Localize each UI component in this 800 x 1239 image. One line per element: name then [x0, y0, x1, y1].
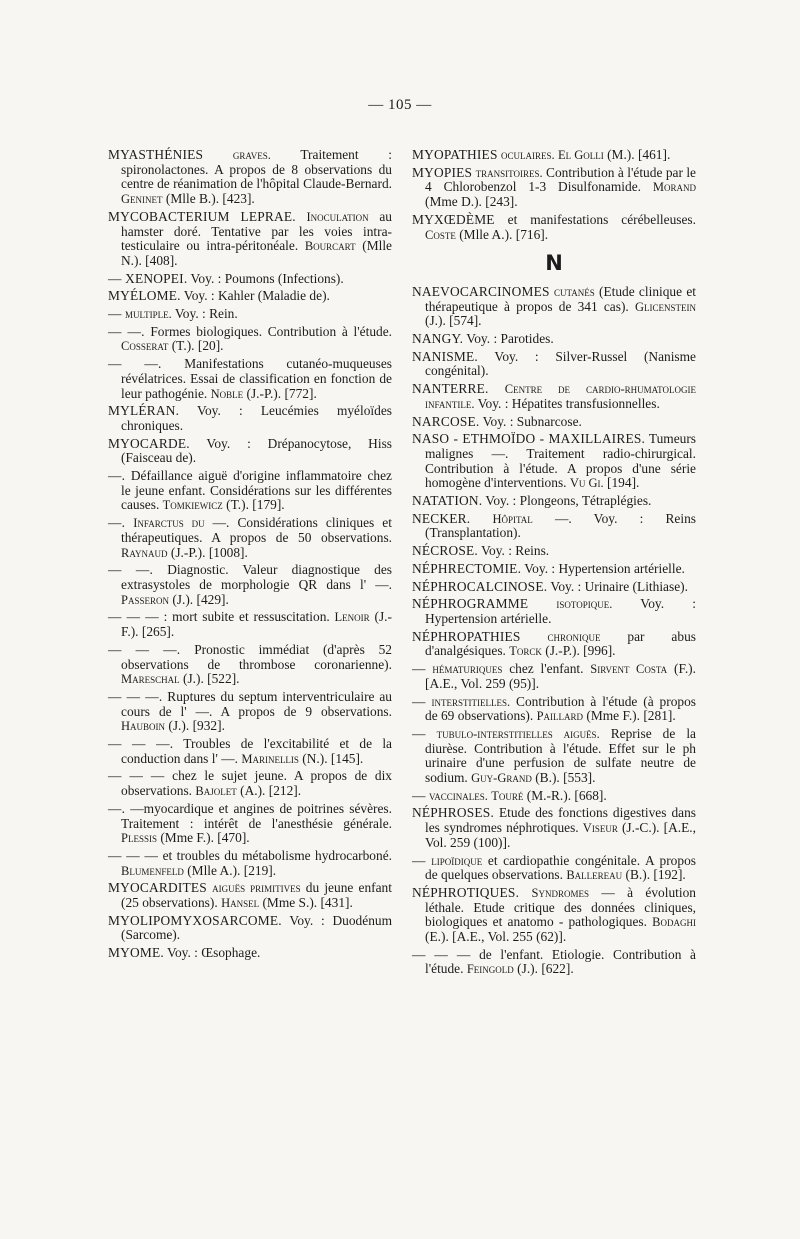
entry-reference: (M.). [461]. — [607, 147, 671, 162]
entry-qualifier: hématuriques — [432, 662, 503, 677]
index-entry — [412, 727, 696, 786]
index-entry — [412, 580, 696, 595]
index-entry — [412, 806, 696, 850]
entry-author: Mareschal — [121, 672, 180, 687]
entry-heading: — — [412, 661, 426, 677]
entry-text: Défaillance aiguë d'origine inflammatoire chez le jeune enfant. Considérations sur les différentes causes. — [121, 468, 392, 513]
entry-text: —. Considérations cliniques et thérapeutiques. A propos de 50 observations. — [121, 515, 392, 545]
index-entry — [108, 690, 392, 734]
entry-reference: (Mlle N.). [408]. — [121, 238, 392, 268]
index-entry — [412, 432, 696, 491]
entry-heading: MYOCARDE. — [108, 435, 190, 451]
index-entry — [412, 350, 696, 379]
index-entry — [108, 307, 392, 322]
entry-heading: NAEVOCARCINOMES — [412, 283, 550, 299]
entry-reference: (J.-F.). [265]. — [121, 609, 392, 640]
entry-qualifier: cutanés — [553, 284, 595, 299]
index-entry — [412, 695, 696, 724]
entry-heading: — — [412, 787, 426, 803]
entry-text: Voy. : Duodénum (Sarcome). — [121, 912, 393, 943]
index-entry — [108, 357, 392, 401]
entry-heading: NÉPHROGRAMME — [412, 596, 529, 612]
index-entry — [412, 213, 696, 242]
entry-author: Hansel — [221, 896, 260, 911]
entry-text: Voy. : Urinaire (Lithiase). — [550, 578, 688, 594]
entry-qualifier: vaccinales. — [428, 788, 488, 803]
entry-text: Etude des fonctions digestives dans les syndromes néphrotiques. — [425, 805, 696, 836]
entry-text: Voy. : Hypertension artérielle. — [524, 560, 685, 576]
entry-heading: NECKER. — [412, 510, 471, 526]
entry-text: Reprise de la diurèse. Contribution à l'étude. Effet sur le ph urinaire d'une perfusion de sulfate neutre de sodium. — [425, 725, 696, 786]
index-entry — [412, 886, 696, 945]
index-entry — [412, 415, 696, 430]
entry-text: Voy. : Rein. — [174, 306, 238, 322]
index-entry — [108, 469, 392, 513]
entry-reference: (F.). [A.E., Vol. 259 (95)]. — [425, 661, 696, 691]
entry-author: Viseur — [582, 821, 618, 836]
entry-heading: —. — [108, 468, 126, 484]
entry-text: Voy. : Silver-Russel (Nanisme congénital). — [425, 348, 696, 379]
entry-author: Ballereau — [566, 868, 623, 883]
entry-author: Geninet — [121, 192, 163, 207]
entry-heading: — —. — [108, 323, 145, 339]
index-entry — [108, 914, 392, 943]
entry-text: Voy. : Kahler (Maladie de). — [183, 288, 330, 304]
entry-heading: — — —. — [108, 688, 163, 704]
index-entry — [108, 148, 392, 207]
entry-text: Voy. : Hypertension artérielle. — [425, 596, 696, 626]
entry-heading: — —. — [108, 356, 162, 372]
index-entry — [412, 662, 696, 691]
entry-text: de l'enfant. Etiologie. Contribution à l'étude. — [425, 946, 696, 977]
entry-text: Voy. : Œsophage. — [167, 945, 261, 961]
entry-author: Coste — [425, 227, 456, 242]
entry-text: : mort subite et ressuscitation. — [163, 609, 330, 625]
index-entry — [108, 946, 392, 961]
index-entry — [412, 854, 696, 883]
index-entry — [108, 437, 392, 466]
entry-heading: NANISME. — [412, 348, 478, 364]
entry-author: Vu Gi. — [569, 476, 604, 491]
entry-heading: MYASTHÉNIES — [108, 147, 204, 162]
entry-reference: (T.). [179]. — [226, 497, 285, 513]
entry-heading: MYXŒDÈME — [412, 211, 495, 227]
index-entry — [412, 166, 696, 210]
entry-heading: —. — [108, 800, 126, 816]
entry-text: et manifestations cérébelleuses. — [507, 211, 696, 227]
entry-text: (Etude clinique et thérapeutique à propos de 341 cas). — [425, 283, 696, 314]
entry-author: Feingold — [466, 962, 514, 977]
entry-text: Manifestations cutanéo-muqueuses révélatrices. Essai de classification en fonction de leur pathogénie. — [121, 356, 392, 401]
index-entry — [108, 563, 392, 607]
index-entry — [108, 849, 392, 878]
entry-heading: NÉPHROSES. — [412, 805, 494, 821]
page-number: — 105 — — [368, 97, 432, 113]
entry-reference: (J.). [574]. — [425, 313, 482, 329]
entry-heading: — — [108, 306, 122, 322]
entry-author: Passeron — [121, 592, 169, 607]
index-entry — [412, 948, 696, 977]
entry-qualifier: aiguës primitives — [212, 881, 301, 896]
index-entry — [108, 516, 392, 560]
entry-qualifier: Syndromes — [531, 885, 589, 900]
section-letter: N — [545, 251, 563, 276]
index-entry — [108, 272, 392, 287]
entry-heading: — — [412, 693, 426, 709]
entry-text: Diagnostic. Valeur diagnostique des extrasystoles de morphologie QR dans l' —. — [121, 562, 392, 592]
index-entry — [412, 562, 696, 577]
entry-reference: (J.-P.). [1008]. — [170, 544, 248, 560]
entry-text: Contribution à l'étude (à propos de 69 observations). — [425, 693, 696, 724]
entry-text: Contribution à l'étude par le 4 Chlorobenzol 1-3 Disulfonamide. — [425, 164, 697, 195]
entry-heading: — — —. — [108, 641, 181, 657]
entry-heading: — —. — [108, 562, 154, 578]
entry-author: Bajolet — [195, 784, 237, 799]
index-entry — [108, 769, 392, 798]
entry-qualifier: Centre de cardio-rhumatologie infantile. — [425, 382, 696, 411]
entry-heading: MYOPATHIES — [412, 147, 498, 162]
entry-text: —myocardique et angines de poitrines sévères. Traitement : intérêt de l'anesthésie générale. — [121, 800, 392, 831]
entry-text: Voy. : Poumons (Infections). — [190, 270, 344, 286]
entry-qualifier: Inoculation — [306, 209, 369, 224]
entry-reference: (N.). [145]. — [302, 750, 364, 766]
entry-author: Paillard — [536, 709, 584, 724]
entry-heading: — — — — [108, 768, 165, 784]
entry-reference: (Mme S.). [431]. — [262, 895, 353, 911]
entry-text: chez le sujet jeune. A propos de dix observations. — [121, 768, 393, 799]
entry-text: chez l'enfant. — [509, 661, 584, 677]
entry-reference: [194]. — [607, 475, 640, 491]
entry-heading: MYOPIES — [412, 164, 473, 180]
entry-author: Touré — [491, 788, 524, 803]
entry-author: Tomkiewicz — [162, 498, 223, 513]
entry-text: — à évolution léthale. Etude critique des données cliniques, biologiques et anatomo - pathologiques. — [425, 884, 696, 930]
entry-author: Raynaud — [121, 545, 168, 560]
entry-reference: (J.-P.). [772]. — [246, 385, 317, 401]
entry-qualifier: Hôpital — [492, 511, 533, 526]
index-entry — [412, 382, 696, 411]
entry-heading: NANGY. — [412, 331, 464, 347]
entry-author: Plessis — [121, 831, 157, 846]
entry-reference: (A.). [212]. — [240, 783, 302, 799]
entry-qualifier: Infarctus du — [133, 516, 205, 531]
entry-heading: NÉPHRECTOMIE. — [412, 560, 522, 576]
entry-author: Bourcart — [304, 239, 356, 254]
entry-reference: (J.). [622]. — [517, 961, 574, 977]
entry-text: au hamster doré. Tentative par les voies intra-testiculaire ou intra-péritonéale. — [121, 208, 392, 254]
entry-text: Voy. : Drépanocytose, Hiss (Faisceau de). — [121, 435, 392, 466]
entry-heading: — — [412, 852, 426, 868]
entry-heading: NANTERRE. — [412, 381, 489, 397]
entry-text: et troubles du métabolisme hydrocarboné. — [162, 847, 392, 863]
entry-heading: NÉPHROPATHIES — [412, 628, 521, 644]
right-column — [412, 148, 696, 980]
right-column-bottom — [412, 285, 696, 977]
entry-reference: (B.). [192]. — [625, 867, 686, 883]
entry-reference: (Mme F.). [281]. — [586, 708, 676, 724]
entry-author: Guy-Grand — [471, 771, 532, 786]
entry-author: Blumenfeld — [121, 863, 184, 878]
entry-author: Torck — [509, 644, 542, 659]
entry-author: Cosserat — [121, 339, 169, 354]
entry-text: du jeune enfant (25 observations). — [121, 880, 392, 911]
index-entry — [108, 404, 392, 433]
entry-reference: (Mme F.). [470]. — [160, 830, 250, 846]
entry-heading: MYCOBACTERIUM LEPRAE. — [108, 208, 296, 224]
index-entry — [412, 597, 696, 626]
index-entry — [412, 544, 696, 559]
entry-heading: — — — — [108, 847, 159, 863]
entry-qualifier: transitoires. — [475, 165, 543, 180]
index-entry — [412, 789, 696, 804]
index-entry — [108, 802, 392, 846]
entry-qualifier: tubulo-interstitielles aiguës. — [436, 726, 600, 741]
entry-author: El Golli — [557, 148, 604, 162]
entry-text: Formes biologiques. Contribution à l'étude. — [150, 323, 393, 339]
index-entry — [108, 881, 392, 910]
entry-text: Ruptures du septum interventriculaire au cours de l' —. A propos de 9 observations. — [121, 688, 392, 719]
index-entry — [412, 494, 696, 509]
left-column — [108, 148, 392, 964]
entry-author: Morand — [652, 180, 696, 195]
entry-text: par abus d'analgésiques. — [425, 628, 696, 659]
index-entry — [412, 630, 696, 659]
entry-heading: — — [412, 725, 426, 741]
entry-heading: NARCOSE. — [412, 413, 480, 429]
entry-text: Voy. : Hépatites transfusionnelles. — [477, 395, 660, 411]
entry-text: —. Voy. : Reins (Transplantation). — [425, 510, 696, 541]
entry-heading: MYLÉRAN. — [108, 403, 180, 419]
entry-text: Traitement : spironolactones. A propos de 8 observations du centre de réanimation de l'hôpital Claude-Bernard. — [121, 147, 392, 192]
entry-heading: NÉPHROCALCINOSE. — [412, 578, 548, 594]
entry-author: Noble — [210, 386, 244, 401]
entry-heading: MYOME. — [108, 945, 164, 961]
entry-reference: (J.-P.). [996]. — [545, 643, 616, 659]
entry-text: et cardiopathie congénitale. A propos de quelques observations. — [425, 852, 696, 883]
right-column-top — [412, 148, 696, 242]
index-entry — [108, 325, 392, 354]
entry-heading: —. — [108, 515, 126, 531]
entry-heading: MYÉLOME. — [108, 288, 181, 304]
entry-author: Sirvent Costa — [590, 662, 668, 677]
entry-qualifier: graves. — [232, 148, 271, 162]
entry-reference: (T.). [20]. — [171, 338, 224, 354]
entry-reference: (E.). [A.E., Vol. 255 (62)]. — [425, 929, 567, 945]
index-entry — [108, 737, 392, 766]
entry-text: Voy. : Reins. — [481, 543, 550, 559]
entry-text: Voy. : Leucémies myéloïdes chroniques. — [121, 403, 392, 433]
entry-reference: (J.). [522]. — [182, 671, 240, 687]
entry-reference: (Mlle A.). [716]. — [459, 226, 549, 242]
entry-qualifier: interstitielles. — [431, 694, 511, 709]
entry-reference: (Mlle A.). [219]. — [187, 862, 277, 878]
entry-heading: NÉPHROTIQUES. — [412, 884, 520, 900]
entry-reference: (J.). [429]. — [172, 591, 229, 607]
index-entry — [108, 210, 392, 269]
entry-heading: NÉCROSE. — [412, 543, 478, 559]
entry-author: Hauboin — [121, 719, 166, 734]
entry-heading: NATATION. — [412, 493, 483, 509]
entry-reference: (J.). [932]. — [168, 718, 225, 734]
entry-qualifier: isotopique. — [556, 597, 613, 612]
entry-heading: NASO - ETHMOÏDO - MAXILLAIRES. — [412, 431, 646, 447]
entry-reference: (M.-R.). [668]. — [526, 787, 607, 803]
entry-text: Voy. : Subnarcose. — [482, 413, 582, 429]
entry-reference: (Mlle B.). [423]. — [165, 191, 255, 207]
entry-text: Troubles de l'excitabilité et de la conduction dans l' —. — [121, 736, 392, 766]
entry-author: Glicenstein — [634, 299, 696, 314]
entry-text: Voy. : Parotides. — [466, 331, 554, 347]
index-entry — [108, 289, 392, 304]
entry-heading: MYOLIPOMYXOSARCOME. — [108, 912, 282, 928]
index-entry — [412, 285, 696, 329]
index-entry — [108, 643, 392, 687]
entry-text: Pronostic immédiat (d'après 52 observations de thrombose coronarienne). — [121, 641, 393, 672]
index-entry — [412, 512, 696, 541]
entry-text: Tumeurs malignes —. Traitement radio-chirurgical. Contribution à l'étude. A propos d'une série homogène d'interventions. — [425, 431, 697, 491]
entry-reference: (Mme D.). [243]. — [425, 194, 518, 210]
entry-qualifier: lipoïdique — [431, 853, 483, 868]
entry-reference: (J.-C.). [A.E., Vol. 259 (100)]. — [425, 820, 696, 850]
entry-qualifier: multiple. — [124, 307, 172, 322]
entry-author: Lenoir — [334, 610, 370, 625]
entry-reference: (B.). [553]. — [535, 770, 596, 786]
entry-heading: — XENOPEI. — [108, 270, 188, 286]
index-entry — [412, 148, 696, 163]
entry-qualifier: oculaires. — [500, 148, 555, 162]
entry-heading: — — —. — [108, 736, 174, 752]
entry-text: Voy. : Plongeons, Tétraplégies. — [485, 493, 652, 509]
entry-heading: — — — — [108, 609, 159, 625]
entry-author: Bodaghi — [652, 915, 696, 930]
entry-heading: MYOCARDITES — [108, 880, 207, 896]
entry-author: Marinellis — [241, 751, 299, 766]
entry-heading: — — — — [412, 946, 471, 962]
index-entry — [412, 332, 696, 347]
entry-qualifier: chronique — [547, 629, 601, 644]
index-entry — [108, 610, 392, 639]
